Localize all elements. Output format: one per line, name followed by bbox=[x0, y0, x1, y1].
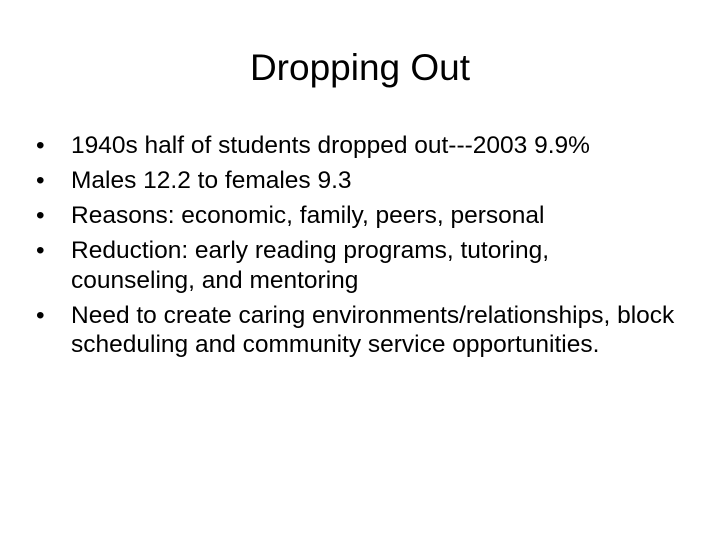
bullet-list bbox=[36, 131, 676, 365]
slide-title: Dropping Out bbox=[249, 47, 471, 88]
bullet-icon: • bbox=[36, 132, 45, 159]
bullet-icon: • bbox=[36, 237, 45, 264]
bullet-text: Reasons: economic, family, peers, personal bbox=[71, 202, 545, 229]
bullet-text: Need to create caring environments/relationships, block scheduling and community service opportunities. bbox=[71, 301, 675, 358]
bullet-item bbox=[36, 236, 676, 295]
bullet-item bbox=[36, 301, 676, 360]
bullet-text: 1940s half of students dropped out---2003 9.9% bbox=[71, 132, 590, 159]
bullet-item bbox=[36, 131, 676, 161]
bullet-text: Males 12.2 to females 9.3 bbox=[71, 167, 352, 194]
bullet-icon: • bbox=[36, 167, 45, 194]
bullet-icon: • bbox=[36, 301, 45, 329]
bullet-text: Reduction: early reading programs, tutoring, counseling, and mentoring bbox=[71, 237, 550, 294]
bullet-item bbox=[36, 201, 676, 231]
bullet-item bbox=[36, 166, 676, 196]
bullet-icon: • bbox=[36, 202, 45, 229]
